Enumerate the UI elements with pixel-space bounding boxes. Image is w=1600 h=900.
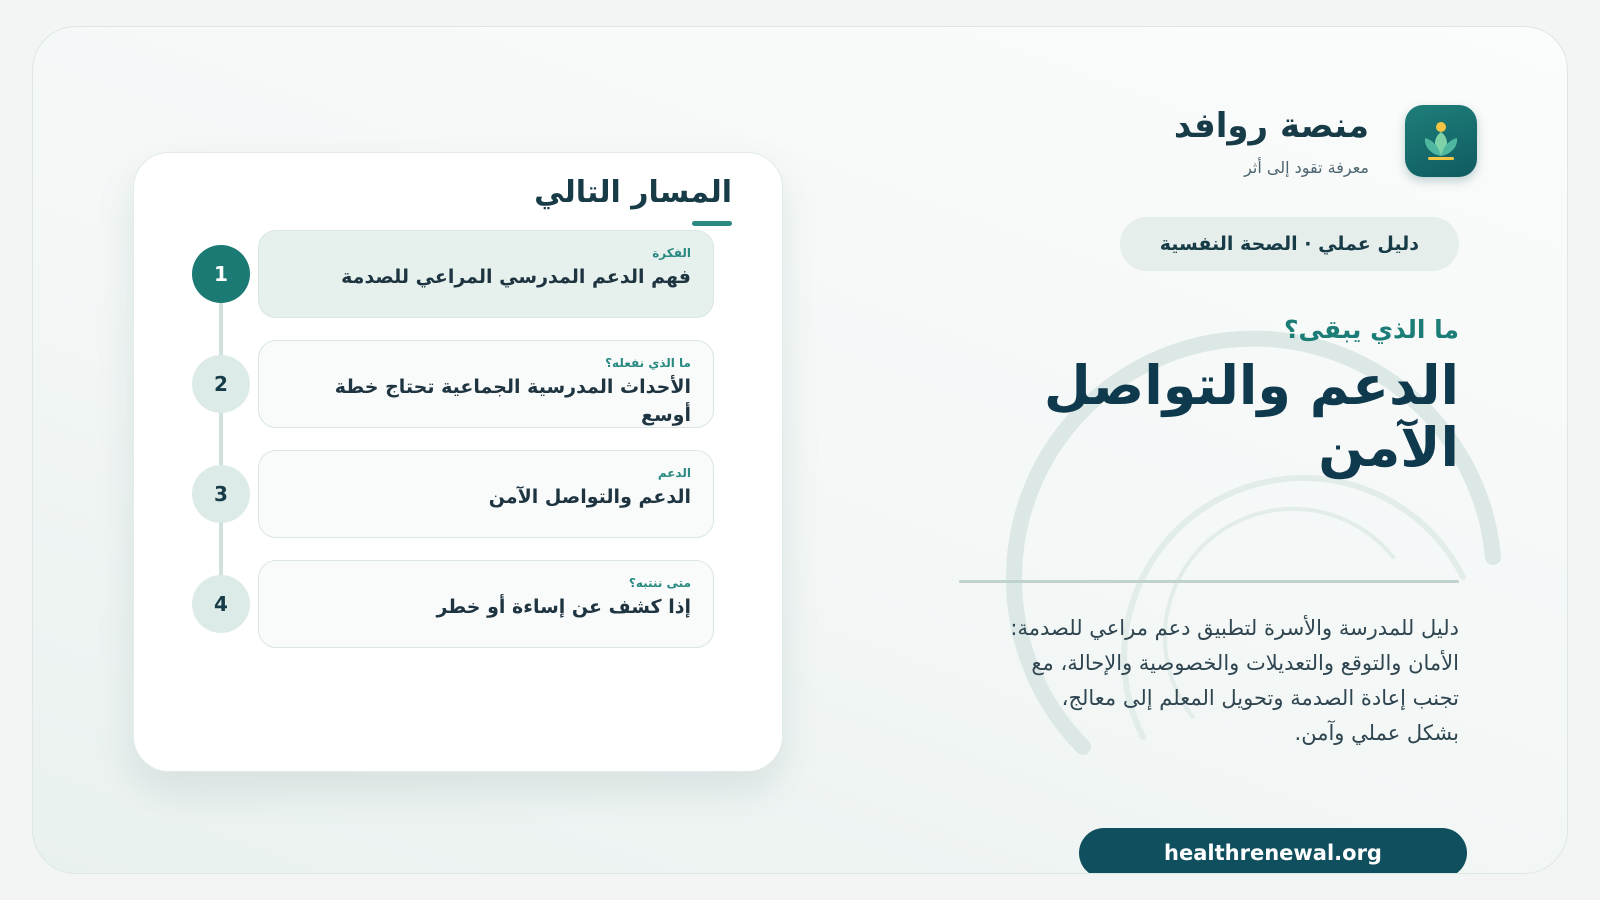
brand-name: منصة روافد [1173,105,1369,146]
step-number: 4 [192,575,250,633]
path-step-4[interactable] [192,560,792,648]
path-step-1[interactable] [192,230,792,318]
category-badge: دليل عملي · الصحة النفسية [1120,217,1459,271]
step-label: الأحداث المدرسية الجماعية تحتاج خطة أوسع [334,376,691,426]
brand-tagline: معرفة تقود إلى أثر [1244,157,1369,177]
hero-eyebrow: ما الذي يبقى؟ [1284,315,1459,344]
step-label: الدعم والتواصل الآمن [488,486,691,508]
step-card[interactable] [258,340,714,428]
hero-description: دليل للمدرسة والأسرة لتطبيق دعم مراعي للصدمة: الأمان والتوقع والتعديلات والخصوصية والإحالة، مع تجنب إعادة الصدمة وتحويل المعلم إلى معالج، بشكل عملي وآمن. [1010,616,1459,745]
path-step-2[interactable] [192,340,792,428]
step-card[interactable] [258,560,714,648]
lotus-sun-icon [1405,105,1477,177]
page-frame [32,26,1568,874]
step-card[interactable] [258,230,714,318]
step-label: إذا كشف عن إساءة أو خطر [436,596,691,618]
website-link-button[interactable]: healthrenewal.org [1079,828,1467,874]
path-title-underline [692,221,732,226]
step-number: 1 [192,245,250,303]
hero-divider [959,580,1459,583]
step-number: 2 [192,355,250,413]
brand-text [1174,106,1369,177]
step-kicker: متى ننتبه؟ [628,576,691,590]
step-card[interactable] [258,450,714,538]
step-kicker: الدعم [657,466,691,480]
step-kicker: الفكرة [652,246,691,260]
step-kicker: ما الذي نفعله؟ [605,356,691,370]
brand-header [1174,105,1477,177]
step-number: 3 [192,465,250,523]
step-label: فهم الدعم المدرسي المراعي للصدمة [341,266,691,288]
path-step-3[interactable] [192,450,792,538]
path-title: المسار التالي [534,175,732,210]
next-path-card [133,152,783,772]
hero-headline: الدعم والتواصل الآمن [1043,354,1459,479]
